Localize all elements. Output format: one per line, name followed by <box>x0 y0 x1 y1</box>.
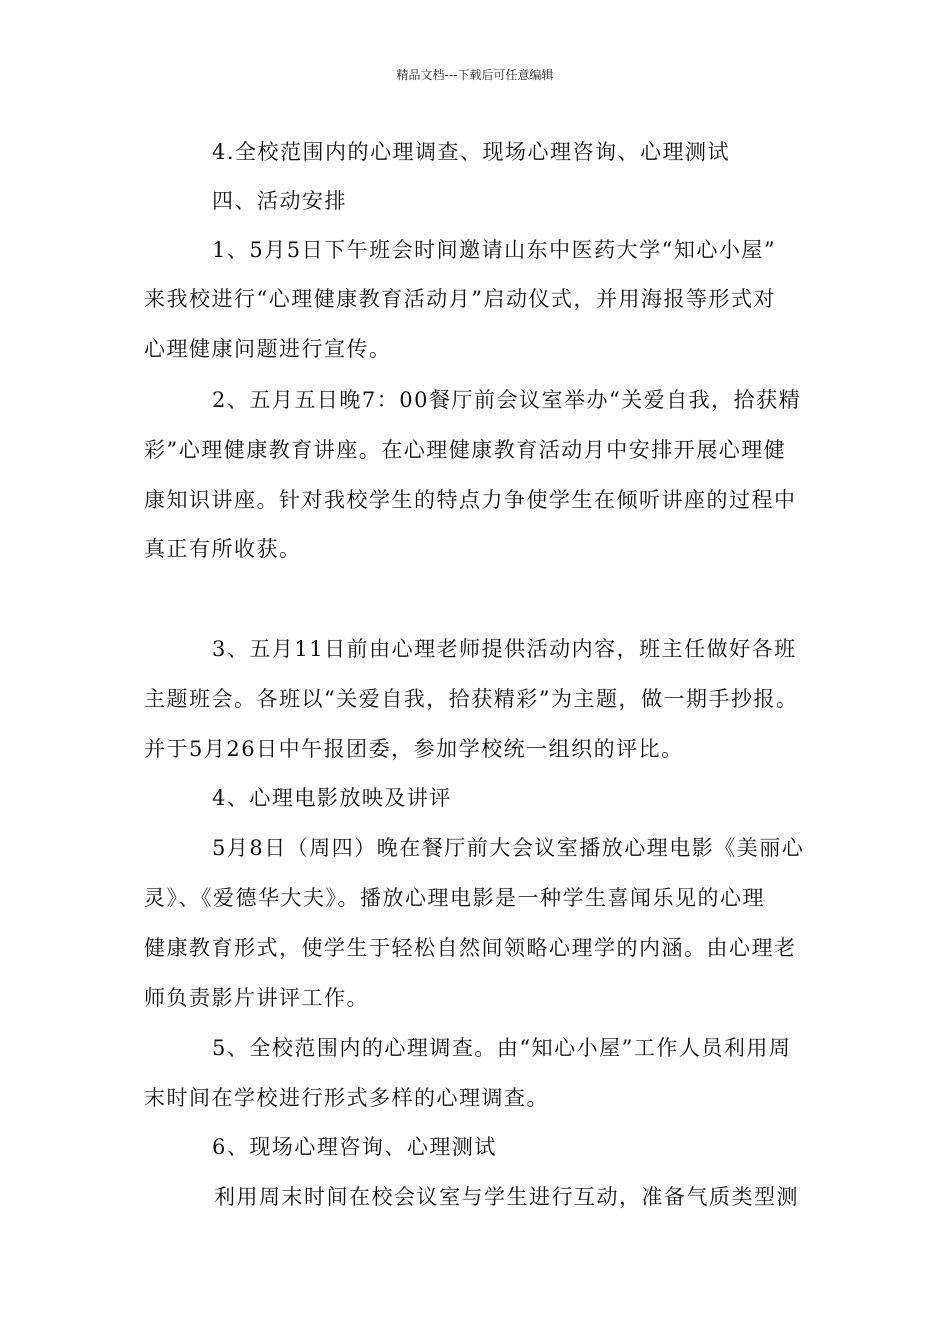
section-heading: 6、现场心理咨询、心理测试 <box>212 1135 497 1159</box>
body-line: 2、五月五日晚7：00餐厅前会议室举办“关爱自我，拾获精 <box>212 388 802 412</box>
body-line: 5月8日（周四）晚在餐厅前大会议室播放心理电影《美丽心 <box>212 836 805 860</box>
body-line: 灵》、《爱德华大夫》。播放心理电影是一种学生喜闻乐见的心理 <box>144 886 765 910</box>
body-line: 健康教育形式，使学生于轻松自然间领略心理学的内涵。由心理老 <box>144 936 797 960</box>
body-line: 康知识讲座。针对我校学生的特点力争使学生在倾听讲座的过程中 <box>144 488 797 512</box>
body-line: 1、5月5日下午班会时间邀请山东中医药大学“知心小屋” <box>212 238 777 262</box>
body-line: 并于5月26日中午报团委，参加学校统一组织的评比。 <box>144 737 684 761</box>
section-heading: 4、心理电影放映及讲评 <box>212 786 452 810</box>
body-line: 5、全校范围内的心理调查。由“知心小屋”工作人员利用周 <box>212 1036 792 1060</box>
section-heading: 四、活动安排 <box>212 189 347 213</box>
body-line: 师负责影片讲评工作。 <box>144 986 369 1010</box>
body-line: 利用周末时间在校会议室与学生进行互动，准备气质类型测 <box>214 1185 799 1209</box>
body-line: 真正有所收获。 <box>144 537 302 561</box>
page-header: 精品文档---下载后可任意编辑 <box>396 68 554 82</box>
body-line: 末时间在学校进行形式多样的心理调查。 <box>144 1086 549 1110</box>
body-line: 来我校进行“心理健康教育活动月”启动仪式，并用海报等形式对 <box>144 287 776 311</box>
body-line: 彩”心理健康教育讲座。在心理健康教育活动月中安排开展心理健 <box>144 438 787 462</box>
body-line: 心理健康问题进行宣传。 <box>144 337 392 361</box>
body-line: 4.全校范围内的心理调查、现场心理咨询、心理测试 <box>212 140 731 164</box>
body-line: 3、五月11日前由心理老师提供活动内容，班主任做好各班 <box>212 637 797 661</box>
body-line: 主题班会。各班以“关爱自我，拾获精彩”为主题，做一期手抄报。 <box>144 687 799 711</box>
